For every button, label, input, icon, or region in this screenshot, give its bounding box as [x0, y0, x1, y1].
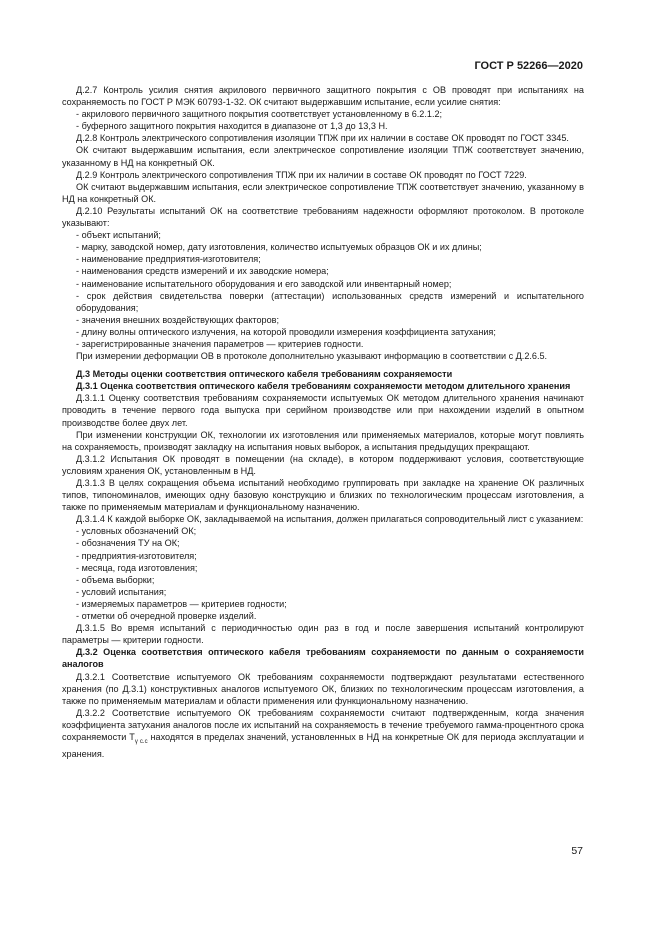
list-item: - наименование испытательного оборудования и его заводской или инвентарный номер; — [62, 278, 584, 290]
section-heading: Д.3.2 Оценка соответствия оптического кабеля требованиям сохраняемости по данным о сохраняемости аналогов — [62, 647, 584, 670]
paragraph: Д.2.10 Результаты испытаний ОК на соответствие требованиям надежности оформляют протоколом. В протоколе указывают: — [62, 205, 584, 229]
document-code: ГОСТ Р 52266—2020 — [474, 60, 583, 72]
list-item: - зарегистрированные значения параметров — критериев годности. — [62, 338, 584, 350]
list-item: - измеряемых параметров — критериев годности; — [62, 598, 584, 610]
list-item: - объема выборки; — [62, 574, 584, 586]
list-item: - предприятия-изготовителя; — [62, 550, 584, 562]
list-item: - обозначения ТУ на ОК; — [62, 537, 584, 549]
list-item: - марку, заводской номер, дату изготовления, количество испытуемых образцов ОК и их длины; — [62, 241, 584, 253]
section-heading: Д.3.1 Оценка соответствия оптического кабеля требованиям сохраняемости методом длительного хранения — [76, 381, 571, 392]
list-item: - наименования средств измерений и их заводские номера; — [62, 265, 584, 277]
list-item: - срок действия свидетельства поверки (аттестации) использованных средств измерений и испытательного оборудования; — [62, 290, 584, 314]
paragraph: Д.3.1.5 Во время испытаний с периодичностью один раз в год и после завершения испытаний контролируют параметры — критерии годности. — [62, 623, 584, 646]
paragraph: Д.2.9 Контроль электрического сопротивления ТПЖ при их наличии в составе ОК проводят по ГОСТ 7229. — [76, 169, 527, 180]
list-item: - месяца, года изготовления; — [62, 562, 584, 574]
page-number: 57 — [571, 845, 583, 857]
section-heading: Д.3 Методы оценки соответствия оптического кабеля требованиям сохраняемости — [76, 369, 453, 380]
list-item: - длину волны оптического излучения, на которой проводили измерения коэффициента затухания; — [62, 326, 584, 338]
list-item: - условий испытания; — [62, 586, 584, 598]
list-item: - акрилового первичного защитного покрытия соответствует установленному в 6.2.1.2; — [62, 108, 584, 120]
list-item: - отметки об очередной проверке изделий. — [62, 610, 584, 622]
paragraph: ОК считают выдержавшим испытания, если электрическое сопротивление ТПЖ соответствует значению, указанному в НД на конкретный ОК. — [62, 181, 584, 204]
list-item: - объект испытаний; — [62, 229, 584, 241]
list-item: - наименование предприятия-изготовителя; — [62, 253, 584, 265]
paragraph-text: Д.3.2.2 Соответствие испытуемого ОК требованиям сохраняемости считают подтвержденным, когда значения коэффициента затухания аналогов после их испытаний на сохраняемость в течение требуемого гамма-процентного срока сохраняемости Т — [62, 707, 584, 742]
paragraph: Д.3.2.1 Соответствие испытуемого ОК требованиям сохраняемости подтверждают результатами естественного хранения (по Д.3.1) конструктивных аналогов испытуемого ОК, близких по технологическим процессам изготовления, а также по применяемым материалам и области применения или функциональному назначению. — [62, 671, 584, 706]
paragraph: Д.2.7 Контроль усилия снятия акрилового первичного защитного покрытия с ОВ проводят при испытаниях на сохраняемость по ГОСТ Р МЭК 60793-1-32. ОК считают выдержавшим испытание, если усилие снятия: — [62, 85, 584, 108]
paragraph: Д.3.1.4 К каждой выборке ОК, закладываемой на испытания, должен прилагаться сопроводительный лист с указанием: — [76, 514, 584, 525]
document-body — [62, 84, 584, 760]
subscript: γ с.с — [134, 738, 148, 745]
paragraph: ОК считают выдержавшим испытания, если электрическое сопротивление изоляции ТПЖ соответствует значению, указанному в НД на конкретный ОК. — [62, 145, 584, 168]
paragraph: Д.3.1.3 В целях сокращения объема испытаний необходимо группировать при закладке на хранение ОК различных типов, типономиналов, имеющих одну базовую конструкцию и близких по технологическим процессам изготовления, а также по применяемым материалам и функциональному назначению. — [62, 478, 584, 513]
list-item: - условных обозначений ОК; — [62, 525, 584, 537]
paragraph: Д.3.1.1 Оценку соответствия требованиям сохраняемости испытуемых ОК методом длительного хранения начинают проводить в течение первого года выпуска при серийном производстве или при нахождении изделий в опытном производстве более двух лет. — [62, 393, 584, 428]
paragraph: При измерении деформации ОВ в протоколе дополнительно указывают информацию в соответствии с Д.2.6.5. — [76, 351, 548, 362]
list-item: - значения внешних воздействующих факторов; — [62, 314, 584, 326]
paragraph: Д.3.1.2 Испытания ОК проводят в помещении (на складе), в котором поддерживают условия, соответствующие условиям хранения ОК, установленным в НД. — [62, 453, 584, 476]
paragraph: При изменении конструкции ОК, технологии их изготовления или применяемых материалов, которые могут повлиять на сохраняемость, производят закладку на испытания новых выборок, а испытания предыдущих прекращают. — [62, 429, 584, 452]
paragraph — [62, 707, 584, 760]
paragraph: Д.2.8 Контроль электрического сопротивления изоляции ТПЖ при их наличии в составе ОК проводят по ГОСТ 3345. — [76, 133, 569, 144]
list-item: - буферного защитного покрытия находится в диапазоне от 1,3 до 13,3 Н. — [62, 120, 584, 132]
paragraph-text: находятся в пределах значений, установленных в НД на конкретные ОК для периода эксплуатации и хранения. — [62, 731, 584, 759]
